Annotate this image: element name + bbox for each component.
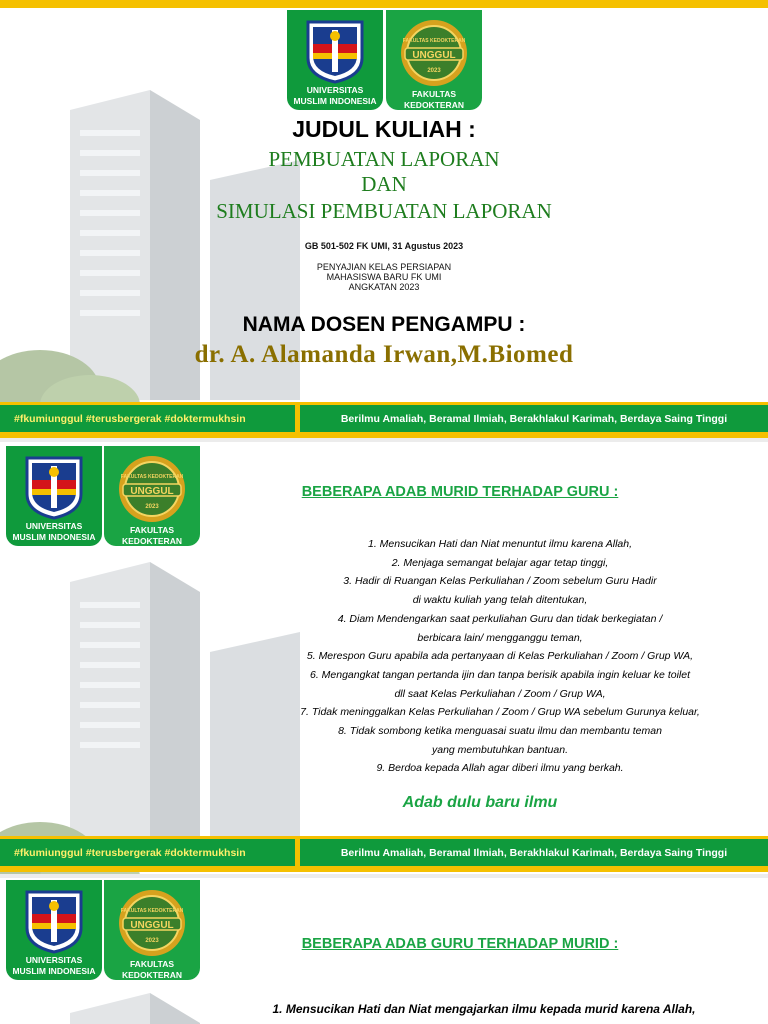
info-line-1: PENYAJIAN KELAS PERSIAPAN: [316, 262, 452, 272]
list-item: 8. Tidak sombong ketika menguasai suatu ilmu dan membantu teman: [338, 725, 662, 738]
unggul-badge-icon: [117, 888, 187, 958]
umi-logo-line1: UNIVERSITAS: [25, 521, 83, 531]
venue-date: GB 501-502 FK UMI, 31 Agustus 2023: [304, 241, 464, 251]
list-item: yang membutuhkan bantuan.: [431, 743, 568, 756]
course-subtitle-2: DAN: [361, 172, 407, 196]
umi-logo: [6, 446, 102, 546]
adab-guru-line-1: 1. Mensucikan Hati dan Niat mengajarkan ilmu kepada murid karena Allah,: [272, 1002, 696, 1016]
motto-text: Adab dulu baru ilmu: [402, 794, 558, 811]
list-item: 3. Hadir di Ruangan Kelas Perkuliahan / Zoom sebelum Guru Hadir: [343, 575, 657, 588]
badge-year-text: 2023: [145, 504, 159, 510]
footer-hashtags: #fkumiunggul #terusbergerak #doktermukhsin: [0, 405, 300, 432]
fk-logo-line2: KEDOKTERAN: [122, 536, 182, 546]
lecturer-name: dr. A. Alamanda Irwan,M.Biomed: [194, 341, 574, 368]
fk-logo: [104, 880, 200, 980]
footer-tagline: Berilmu Amaliah, Beramal Ilmiah, Berakhlakul Karimah, Berdaya Saing Tinggi: [340, 846, 728, 859]
list-item: 2. Menjaga semangat belajar agar tetap tinggi,: [391, 556, 609, 569]
adab-murid-list: [230, 535, 768, 778]
footer-hashtags: #fkumiunggul #terusbergerak #doktermukhsin: [0, 839, 300, 866]
slide-title: [0, 0, 768, 438]
umi-logo-line1: UNIVERSITAS: [306, 85, 364, 95]
list-item: 1. Mensucikan Hati dan Niat menuntut ilmu karena Allah,: [368, 538, 632, 550]
fk-logo: [386, 10, 482, 110]
umi-logo-line2: MUSLIM INDONESIA: [12, 966, 96, 976]
list-item: 7. Tidak meninggalkan Kelas Perkuliahan / Zoom / Grup WA sebelum Gurunya keluar,: [300, 706, 700, 719]
badge-main-text: UNGGUL: [412, 50, 456, 61]
adab-guru-heading: BEBERAPA ADAB GURU TERHADAP MURID :: [301, 936, 619, 952]
bottom-gold-bar: [0, 432, 768, 438]
umi-logo-line1: UNIVERSITAS: [25, 955, 83, 965]
lecturer-label: NAMA DOSEN PENGAMPU :: [242, 313, 526, 336]
list-item: di waktu kuliah yang telah ditentukan,: [412, 594, 588, 607]
umi-shield-icon: [23, 454, 85, 520]
umi-logo-line2: MUSLIM INDONESIA: [293, 96, 377, 106]
course-title-label: JUDUL KULIAH :: [292, 116, 476, 142]
fk-logo-line1: FAKULTAS: [129, 525, 175, 535]
badge-year-text: 2023: [145, 938, 159, 944]
course-subtitle-3: SIMULASI PEMBUATAN LAPORAN: [216, 199, 552, 223]
footer-tagline: Berilmu Amaliah, Beramal Ilmiah, Berakhlakul Karimah, Berdaya Saing Tinggi: [340, 412, 728, 425]
list-item: 6. Mengangkat tangan pertanda ijin dan tanpa berisik apabila ingin keluar ke toilet: [309, 668, 690, 681]
list-item: berbicara lain/ mengganggu teman,: [417, 631, 583, 644]
unggul-badge-icon: [399, 18, 469, 88]
badge-main-text: UNGGUL: [130, 920, 174, 931]
umi-shield-icon: [304, 18, 366, 84]
list-item: 5. Merespon Guru apabila ada pertanyaan di Kelas Perkuliahan / Zoom / Grup WA,: [306, 650, 694, 663]
list-item: dll saat Kelas Perkuliahan / Zoom / Grup WA,: [394, 687, 606, 700]
badge-top-text: FAKULTAS KEDOKTERAN: [402, 38, 466, 44]
fk-logo-line2: KEDOKTERAN: [404, 100, 464, 110]
badge-top-text: FAKULTAS KEDOKTERAN: [120, 908, 184, 914]
umi-logo-line2: MUSLIM INDONESIA: [12, 532, 96, 542]
bottom-gold-bar: [0, 866, 768, 872]
fk-logo-line1: FAKULTAS: [411, 89, 457, 99]
fk-logo-line1: FAKULTAS: [129, 959, 175, 969]
adab-murid-heading: BEBERAPA ADAB MURID TERHADAP GURU :: [301, 484, 619, 500]
course-subtitle-1: PEMBUATAN LAPORAN: [268, 147, 500, 171]
umi-logo: [6, 880, 102, 980]
badge-top-text: FAKULTAS KEDOKTERAN: [120, 474, 184, 480]
slide-adab-guru: [0, 878, 768, 1024]
info-line-2: MAHASISWA BARU FK UMI: [326, 272, 442, 282]
footer-bar: [0, 402, 768, 432]
badge-year-text: 2023: [427, 68, 441, 74]
top-gold-bar: [0, 0, 768, 8]
list-item: 9. Berdoa kepada Allah agar diberi ilmu yang berkah.: [376, 762, 624, 775]
badge-main-text: UNGGUL: [130, 486, 174, 497]
umi-shield-icon: [23, 888, 85, 954]
info-line-3: ANGKATAN 2023: [348, 282, 420, 292]
umi-logo: [287, 10, 383, 110]
list-item: 4. Diam Mendengarkan saat perkuliahan Guru dan tidak berkegiatan /: [337, 612, 663, 625]
fk-logo-line2: KEDOKTERAN: [122, 970, 182, 980]
footer-bar: [0, 836, 768, 866]
slide-adab-murid: [0, 442, 768, 874]
